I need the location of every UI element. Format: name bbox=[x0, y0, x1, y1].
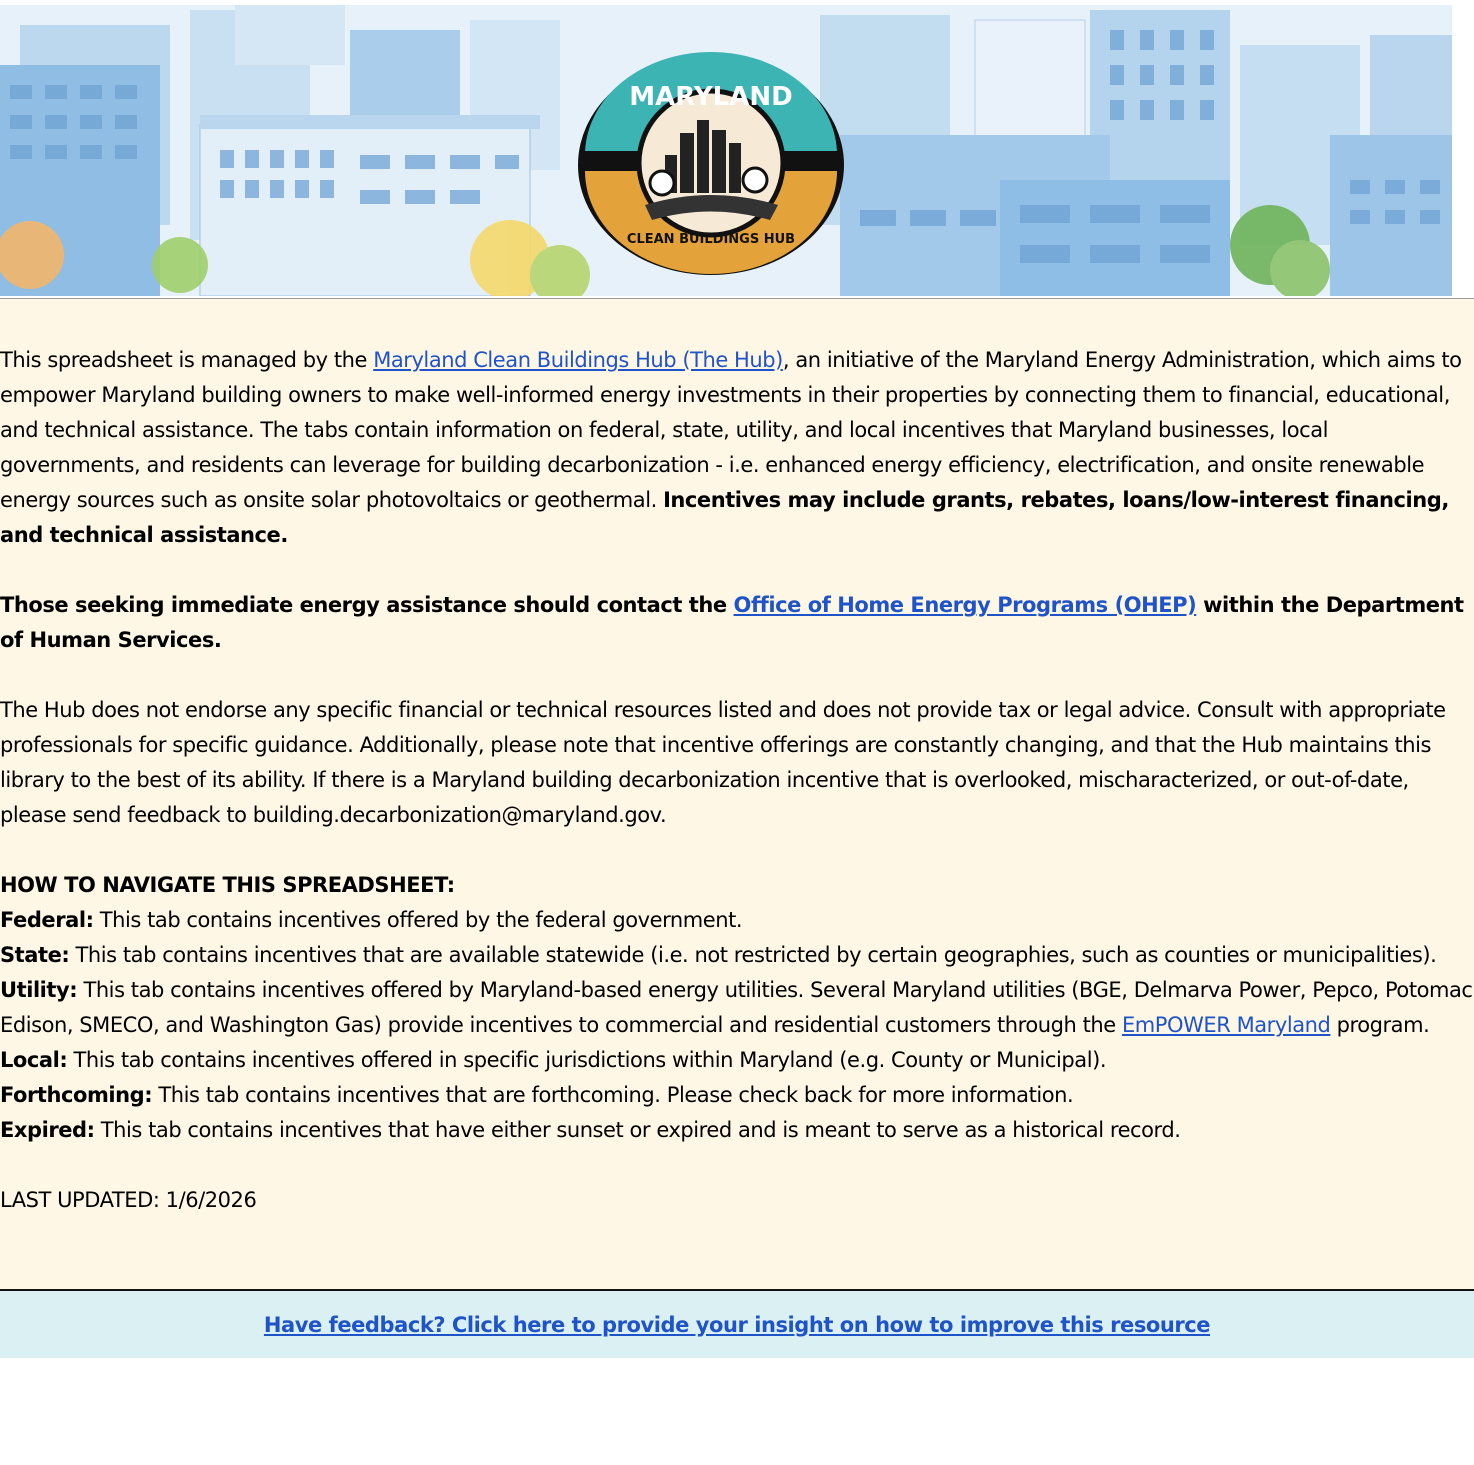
nav-item-federal bbox=[0, 903, 1474, 938]
forthcoming-text: This tab contains incentives that are forthcoming. Please check back for more information. bbox=[152, 1083, 1074, 1107]
expired-text: This tab contains incentives that have either sunset or expired and is meant to serve as a historical record. bbox=[94, 1118, 1181, 1142]
utility-text: This tab contains incentives offered by Maryland-based energy utilities. Several Maryland utilities (BGE, Delmarva Power, Pepco, Potomac Edison, SMECO, and Washington Gas) provide incentives to commercial and residential customers through the bbox=[0, 978, 1473, 1037]
local-label: Local: bbox=[0, 1048, 68, 1072]
assistance-text-end: within the Department of Human Services. bbox=[0, 593, 1464, 652]
assistance-text: Those seeking immediate energy assistance should contact the bbox=[0, 593, 734, 617]
info-panel bbox=[0, 299, 1474, 1289]
city-illustration bbox=[0, 5, 1452, 296]
feedback-link[interactable]: Have feedback? Click here to provide your insight on how to improve this resource bbox=[263, 1312, 1211, 1337]
info-text bbox=[0, 343, 1474, 1218]
last-updated: LAST UPDATED: 1/6/2026 bbox=[0, 1188, 257, 1212]
logo-top-text: MARYLAND bbox=[629, 82, 793, 112]
forthcoming-label: Forthcoming: bbox=[0, 1083, 153, 1107]
assistance-paragraph bbox=[0, 588, 1474, 658]
local-text: This tab contains incentives offered in specific jurisdictions within Maryland (e.g. County or Municipal). bbox=[67, 1048, 1107, 1072]
intro-text: This spreadsheet is managed by the bbox=[0, 348, 374, 372]
logo-bottom-text: CLEAN BUILDINGS HUB bbox=[626, 232, 796, 247]
nav-item-state bbox=[0, 938, 1474, 973]
ohep-link[interactable]: Office of Home Energy Programs (OHEP) bbox=[733, 593, 1197, 617]
federal-label: Federal: bbox=[0, 908, 94, 932]
intro-text-continued: , an initiative of the Maryland Energy Administration, which aims to empower Maryland building owners to make well-informed energy investments in their properties by connecting them to financial, educational, and technical assistance. The tabs contain information on federal, state, utility, and local incentives that Maryland businesses, local governments, and residents can leverage for building decarbonization - i.e. enhanced energy efficiency, electrification, and onsite renewable energy sources such as onsite solar photovoltaics or geothermal. bbox=[0, 348, 1462, 512]
intro-bold-text: Incentives may include grants, rebates, loans/low-interest financing, and technical assistance. bbox=[0, 488, 1449, 547]
federal-text: This tab contains incentives offered by the federal government. bbox=[93, 908, 743, 932]
hub-link[interactable]: Maryland Clean Buildings Hub (The Hub) bbox=[373, 348, 783, 372]
feedback-bar bbox=[0, 1291, 1474, 1358]
intro-paragraph bbox=[0, 343, 1474, 553]
expired-label: Expired: bbox=[0, 1118, 95, 1142]
state-label: State: bbox=[0, 943, 70, 967]
utility-text-end: program. bbox=[1330, 1013, 1430, 1037]
header-banner bbox=[0, 5, 1452, 296]
nav-item-expired bbox=[0, 1113, 1474, 1148]
utility-label: Utility: bbox=[0, 978, 78, 1002]
navigation-heading: HOW TO NAVIGATE THIS SPREADSHEET: bbox=[0, 873, 455, 897]
nav-item-local bbox=[0, 1043, 1474, 1078]
nav-item-utility bbox=[0, 973, 1474, 1043]
disclaimer-paragraph: The Hub does not endorse any specific financial or technical resources listed and does not provide tax or legal advice. Consult with appropriate professionals for specific guidance. Additionally, please note that incentive offerings are constantly changing, and that the Hub maintains this library to the best of its ability. If there is a Maryland building decarbonization incentive that is overlooked, mischaracterized, or out-of-date, please send feedback to building.decarbonization@maryland.gov. bbox=[0, 698, 1446, 827]
nav-item-forthcoming bbox=[0, 1078, 1474, 1113]
empower-maryland-link[interactable]: EmPOWER Maryland bbox=[1121, 1013, 1331, 1037]
state-text: This tab contains incentives that are available statewide (i.e. not restricted by certain geographies, such as counties or municipalities). bbox=[69, 943, 1437, 967]
